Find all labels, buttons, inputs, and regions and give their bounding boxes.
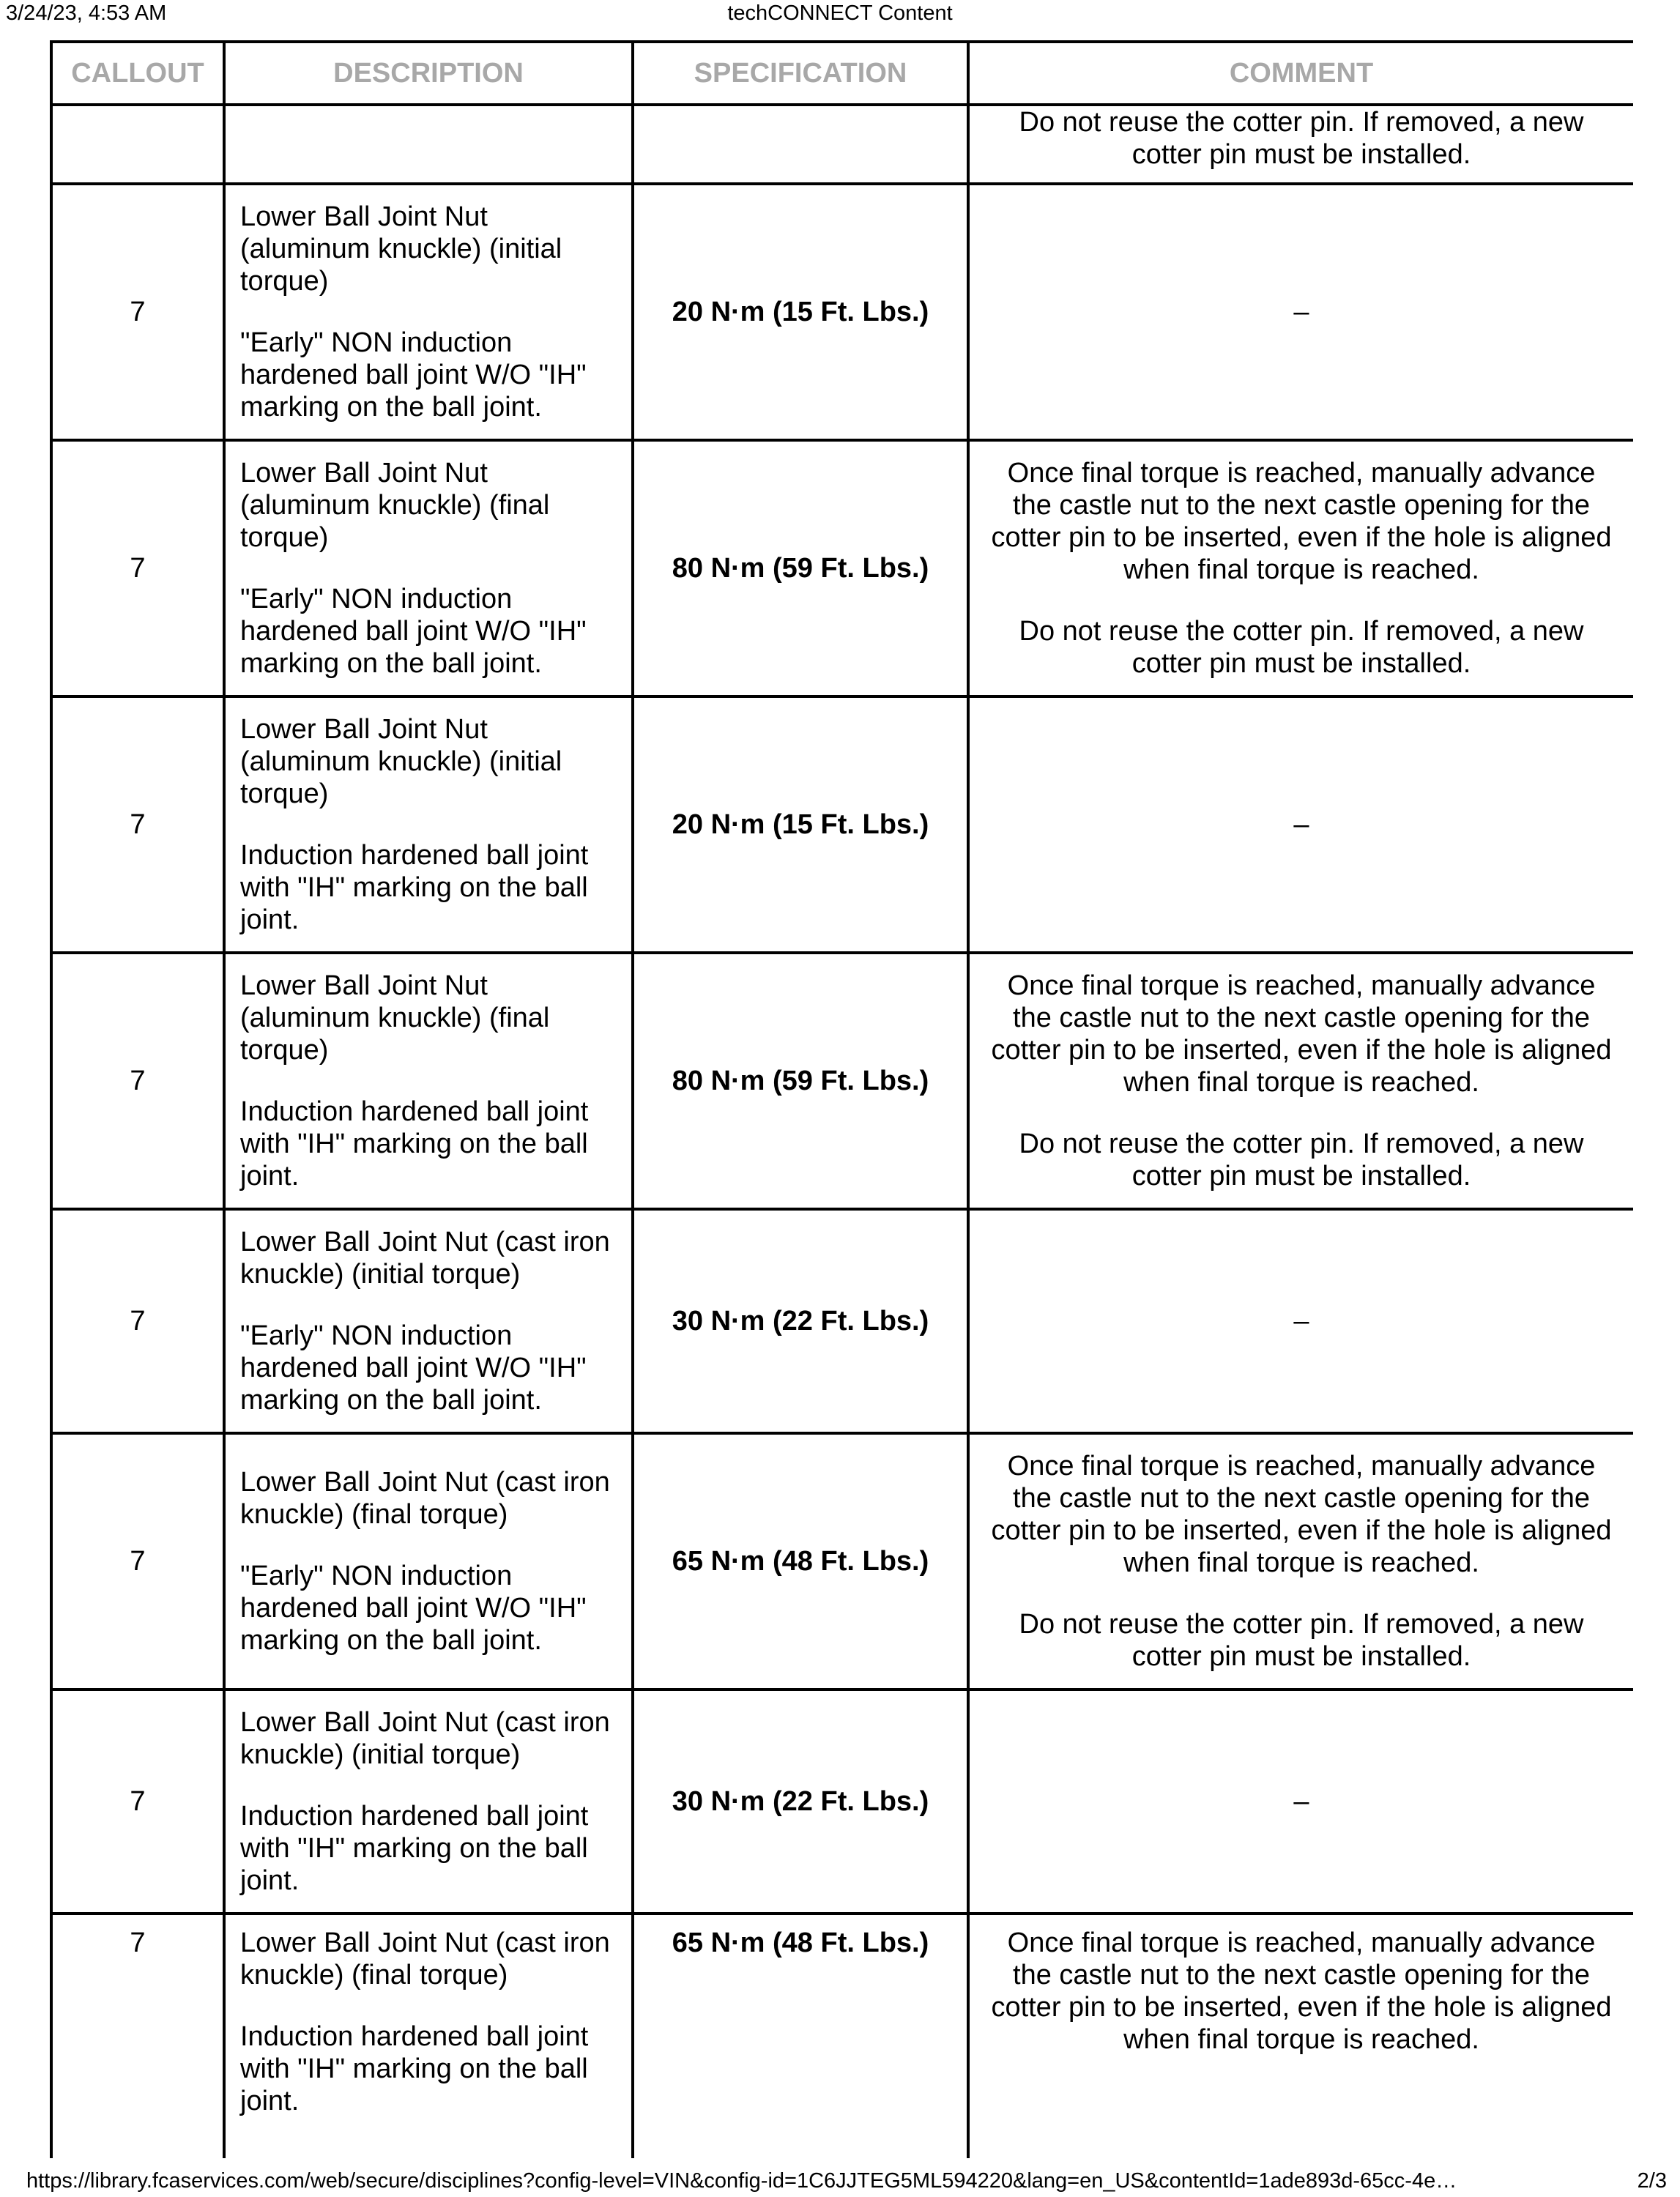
description-note: Induction hardened ball joint with "IH" marking on the ball joint. bbox=[240, 2021, 589, 2116]
comment-text: Do not reuse the cotter pin. If removed, a new cotter pin must be installed. bbox=[1019, 107, 1584, 170]
cell-description bbox=[224, 1433, 633, 1689]
header-callout: CALLOUT bbox=[51, 42, 224, 105]
description-note: "Early" NON induction hardened ball joint W/O "IH" marking on the ball joint. bbox=[240, 1561, 587, 1656]
cell-comment bbox=[968, 1209, 1633, 1433]
comment-text: Do not reuse the cotter pin. If removed, a new cotter pin must be installed. bbox=[1019, 1609, 1584, 1672]
cell-description bbox=[224, 953, 633, 1209]
table-row bbox=[51, 105, 1633, 184]
cell-callout: 7 bbox=[51, 1209, 224, 1433]
table-row bbox=[51, 184, 1633, 440]
cell-callout: 7 bbox=[51, 440, 224, 696]
cell-callout: 7 bbox=[51, 1914, 224, 2158]
comment-text: Once final torque is reached, manually advance the castle nut to the next castle opening for the cotter pin to be inserted, even if the hole is aligned when final torque is reached. bbox=[991, 1451, 1612, 1578]
description-text: Lower Ball Joint Nut (aluminum knuckle) (final torque) bbox=[240, 458, 550, 553]
cell-specification bbox=[633, 105, 968, 184]
cell-comment bbox=[968, 696, 1633, 953]
comment-text: – bbox=[1293, 297, 1309, 327]
table-header-row bbox=[51, 42, 1633, 105]
comment-text: Once final torque is reached, manually advance the castle nut to the next castle opening for the cotter pin to be inserted, even if the hole is aligned when final torque is reached. bbox=[991, 1928, 1612, 2055]
comment-text: Once final torque is reached, manually advance the castle nut to the next castle opening for the cotter pin to be inserted, even if the hole is aligned when final torque is reached. bbox=[991, 458, 1612, 585]
cell-comment bbox=[968, 184, 1633, 440]
header-comment: COMMENT bbox=[968, 42, 1633, 105]
page-number: 2/3 bbox=[1637, 2169, 1667, 2193]
header-description: DESCRIPTION bbox=[224, 42, 633, 105]
description-text: Lower Ball Joint Nut (aluminum knuckle) (initial torque) bbox=[240, 714, 562, 809]
cell-specification: 80 N·m (59 Ft. Lbs.) bbox=[633, 953, 968, 1209]
description-text: Lower Ball Joint Nut (cast iron knuckle) (initial torque) bbox=[240, 1707, 610, 1770]
print-header bbox=[0, 0, 1680, 26]
spec-table-container bbox=[50, 40, 1633, 2164]
torque-spec-table bbox=[50, 40, 1633, 2158]
description-text: Lower Ball Joint Nut (cast iron knuckle) (initial torque) bbox=[240, 1227, 610, 1290]
print-datetime: 3/24/23, 4:53 AM bbox=[6, 1, 167, 25]
cell-callout: 7 bbox=[51, 696, 224, 953]
description-note: Induction hardened ball joint with "IH" marking on the ball joint. bbox=[240, 1801, 589, 1896]
table-row bbox=[51, 1689, 1633, 1914]
cell-specification: 20 N·m (15 Ft. Lbs.) bbox=[633, 696, 968, 953]
print-footer bbox=[0, 2166, 1680, 2196]
header-specification: SPECIFICATION bbox=[633, 42, 968, 105]
cell-specification: 30 N·m (22 Ft. Lbs.) bbox=[633, 1209, 968, 1433]
cell-callout: 7 bbox=[51, 1433, 224, 1689]
cell-comment bbox=[968, 440, 1633, 696]
comment-text: Do not reuse the cotter pin. If removed, a new cotter pin must be installed. bbox=[1019, 1129, 1584, 1192]
cell-description bbox=[224, 105, 633, 184]
table-row bbox=[51, 1209, 1633, 1433]
cell-callout bbox=[51, 105, 224, 184]
cell-specification: 30 N·m (22 Ft. Lbs.) bbox=[633, 1689, 968, 1914]
cell-callout: 7 bbox=[51, 953, 224, 1209]
cell-callout: 7 bbox=[51, 184, 224, 440]
cell-comment bbox=[968, 1433, 1633, 1689]
cell-comment bbox=[968, 1689, 1633, 1914]
cell-description bbox=[224, 696, 633, 953]
cell-comment bbox=[968, 1914, 1633, 2158]
cell-specification: 65 N·m (48 Ft. Lbs.) bbox=[633, 1914, 968, 2158]
description-note: "Early" NON induction hardened ball joint W/O "IH" marking on the ball joint. bbox=[240, 327, 587, 423]
comment-text: Do not reuse the cotter pin. If removed, a new cotter pin must be installed. bbox=[1019, 616, 1584, 679]
table-row bbox=[51, 1433, 1633, 1689]
cell-callout: 7 bbox=[51, 1689, 224, 1914]
description-note: Induction hardened ball joint with "IH" marking on the ball joint. bbox=[240, 1096, 589, 1192]
table-row bbox=[51, 696, 1633, 953]
print-title: techCONNECT Content bbox=[727, 1, 953, 25]
table-row bbox=[51, 953, 1633, 1209]
description-text: Lower Ball Joint Nut (aluminum knuckle) (initial torque) bbox=[240, 201, 562, 297]
cell-specification: 20 N·m (15 Ft. Lbs.) bbox=[633, 184, 968, 440]
description-text: Lower Ball Joint Nut (cast iron knuckle) (final torque) bbox=[240, 1467, 610, 1530]
comment-text: – bbox=[1293, 1786, 1309, 1817]
print-url: https://library.fcaservices.com/web/secure/disciplines?config-level=VIN&config-id=1C6JJTEG5ML594220&lang=en_US&contentId=1ade893d-65cc-4e… bbox=[26, 2169, 1457, 2193]
table-row bbox=[51, 440, 1633, 696]
comment-text: – bbox=[1293, 809, 1309, 840]
cell-description bbox=[224, 1689, 633, 1914]
cell-description bbox=[224, 1209, 633, 1433]
table-row bbox=[51, 1914, 1633, 2158]
description-note: Induction hardened ball joint with "IH" marking on the ball joint. bbox=[240, 840, 589, 935]
cell-comment bbox=[968, 953, 1633, 1209]
cell-specification: 65 N·m (48 Ft. Lbs.) bbox=[633, 1433, 968, 1689]
description-note: "Early" NON induction hardened ball joint W/O "IH" marking on the ball joint. bbox=[240, 584, 587, 679]
cell-description bbox=[224, 184, 633, 440]
cell-specification: 80 N·m (59 Ft. Lbs.) bbox=[633, 440, 968, 696]
comment-text: Once final torque is reached, manually advance the castle nut to the next castle opening for the cotter pin to be inserted, even if the hole is aligned when final torque is reached. bbox=[991, 970, 1612, 1098]
description-text: Lower Ball Joint Nut (cast iron knuckle) (final torque) bbox=[240, 1928, 610, 1990]
description-text: Lower Ball Joint Nut (aluminum knuckle) (final torque) bbox=[240, 970, 550, 1066]
description-note: "Early" NON induction hardened ball joint W/O "IH" marking on the ball joint. bbox=[240, 1320, 587, 1416]
cell-comment bbox=[968, 105, 1633, 184]
cell-description bbox=[224, 440, 633, 696]
comment-text: – bbox=[1293, 1306, 1309, 1337]
cell-description bbox=[224, 1914, 633, 2158]
